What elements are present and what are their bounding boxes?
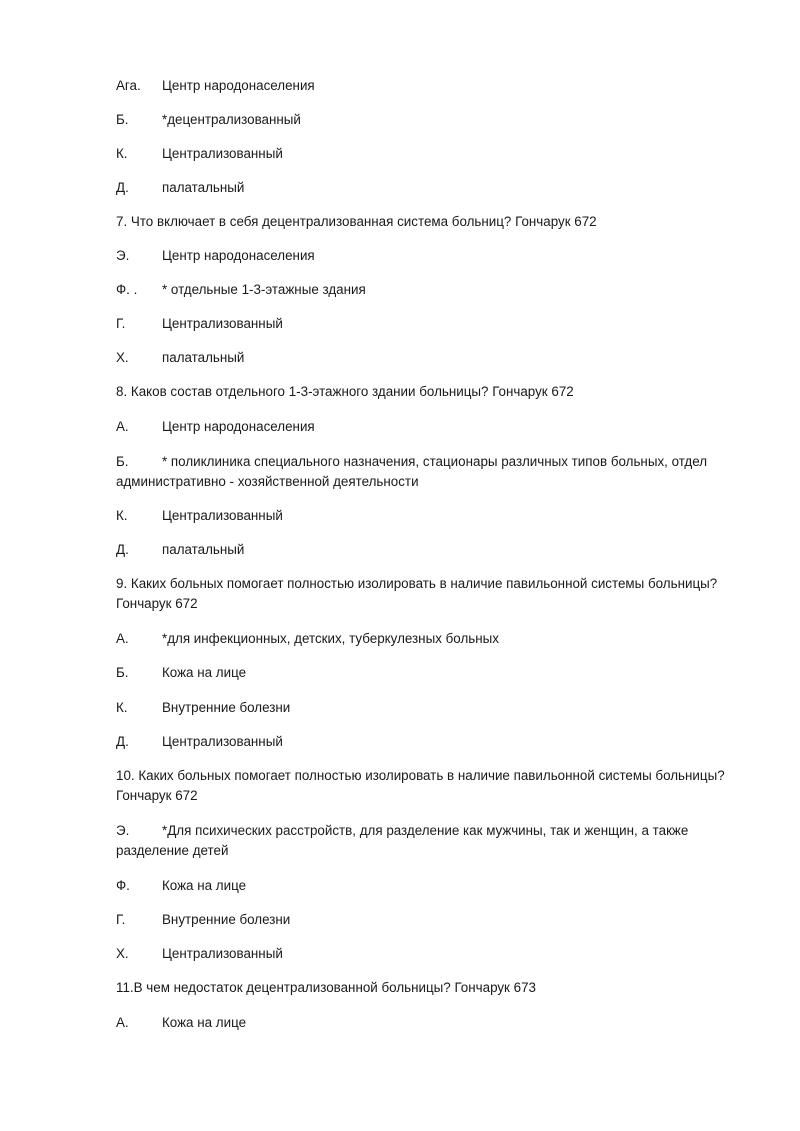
answer-option <box>116 663 736 683</box>
option-letter: Ага. <box>116 78 141 93</box>
option-text: Внутренние болезни <box>162 700 291 715</box>
question <box>116 574 736 614</box>
answer-option <box>116 178 736 198</box>
option-text: Кожа на лице <box>162 665 247 680</box>
option-text: палатальный <box>162 180 245 195</box>
question <box>116 382 736 402</box>
option-text: Централизованный <box>162 316 283 331</box>
answer-option <box>116 417 736 437</box>
answer-option <box>116 876 736 896</box>
answer-option <box>116 280 736 300</box>
option-letter: Д. <box>116 542 129 557</box>
option-letter: Ф. <box>116 878 130 893</box>
option-letter: Г. <box>116 912 126 927</box>
answer-option <box>116 506 736 526</box>
option-text: Централизованный <box>162 946 283 961</box>
option-letter: Д. <box>116 180 129 195</box>
answer-option <box>116 246 736 266</box>
option-letter: Х. <box>116 350 129 365</box>
option-text: * поликлиника специального назначения, стационары различных типов больных, отдел административно - хозяйственной деятельности <box>116 454 708 489</box>
option-text: палатальный <box>162 350 245 365</box>
question-text: 10. Каких больных помогает полностью изолировать в наличие павильонной системы больницы? Гончарук 672 <box>116 768 725 803</box>
answer-option <box>116 540 736 560</box>
option-text: Кожа на лице <box>162 1015 247 1030</box>
question <box>116 766 736 806</box>
option-text: Внутренние болезни <box>162 912 291 927</box>
answer-option <box>116 629 736 649</box>
option-letter: А. <box>116 419 129 434</box>
question <box>116 978 736 998</box>
option-text: *децентрализованный <box>162 112 301 127</box>
option-letter: Б. <box>116 454 129 469</box>
answer-option <box>116 1013 736 1033</box>
answer-option <box>116 732 736 752</box>
option-text: *Для психических расстройств, для разделение как мужчины, так и женщин, а также разделение детей <box>116 823 689 858</box>
option-letter: К. <box>116 146 128 161</box>
option-text: Центр народонаселения <box>162 78 315 93</box>
answer-option <box>116 944 736 964</box>
option-text: Центр народонаселения <box>162 419 315 434</box>
option-letter: А. <box>116 631 129 646</box>
answer-option <box>116 452 736 492</box>
option-letter: К. <box>116 700 128 715</box>
option-letter: Б. <box>116 112 129 127</box>
option-text: Централизованный <box>162 734 283 749</box>
question-text: 8. Каков состав отдельного 1-3-этажного здании больницы? Гончарук 672 <box>116 384 574 399</box>
answer-option <box>116 698 736 718</box>
answer-option <box>116 348 736 368</box>
answer-option <box>116 314 736 334</box>
option-letter: Г. <box>116 316 126 331</box>
option-letter: Э. <box>116 248 130 263</box>
question-text: 9. Каких больных помогает полностью изолировать в наличие павильонной системы больницы? Гончарук 672 <box>116 576 718 611</box>
option-letter: Э. <box>116 823 130 838</box>
option-text: Центр народонаселения <box>162 248 315 263</box>
question-text: 11.В чем недостаток децентрализованной больницы? Гончарук 673 <box>116 980 536 995</box>
option-letter: К. <box>116 508 128 523</box>
option-text: * отдельные 1-3-этажные здания <box>162 282 366 297</box>
option-text: *для инфекционных, детских, туберкулезных больных <box>162 631 499 646</box>
answer-option <box>116 910 736 930</box>
question-text: 7. Что включает в себя децентрализованная система больниц? Гончарук 672 <box>116 214 597 229</box>
option-letter: Б. <box>116 665 129 680</box>
answer-option <box>116 76 736 96</box>
option-text: Централизованный <box>162 508 283 523</box>
option-letter: Д. <box>116 734 129 749</box>
option-text: Кожа на лице <box>162 878 247 893</box>
answer-option <box>116 144 736 164</box>
question <box>116 212 736 232</box>
option-text: палатальный <box>162 542 245 557</box>
option-letter: Х. <box>116 946 129 961</box>
answer-option <box>116 821 736 861</box>
answer-option <box>116 110 736 130</box>
option-text: Централизованный <box>162 146 283 161</box>
option-letter: А. <box>116 1015 129 1030</box>
option-letter: Ф. . <box>116 282 138 297</box>
